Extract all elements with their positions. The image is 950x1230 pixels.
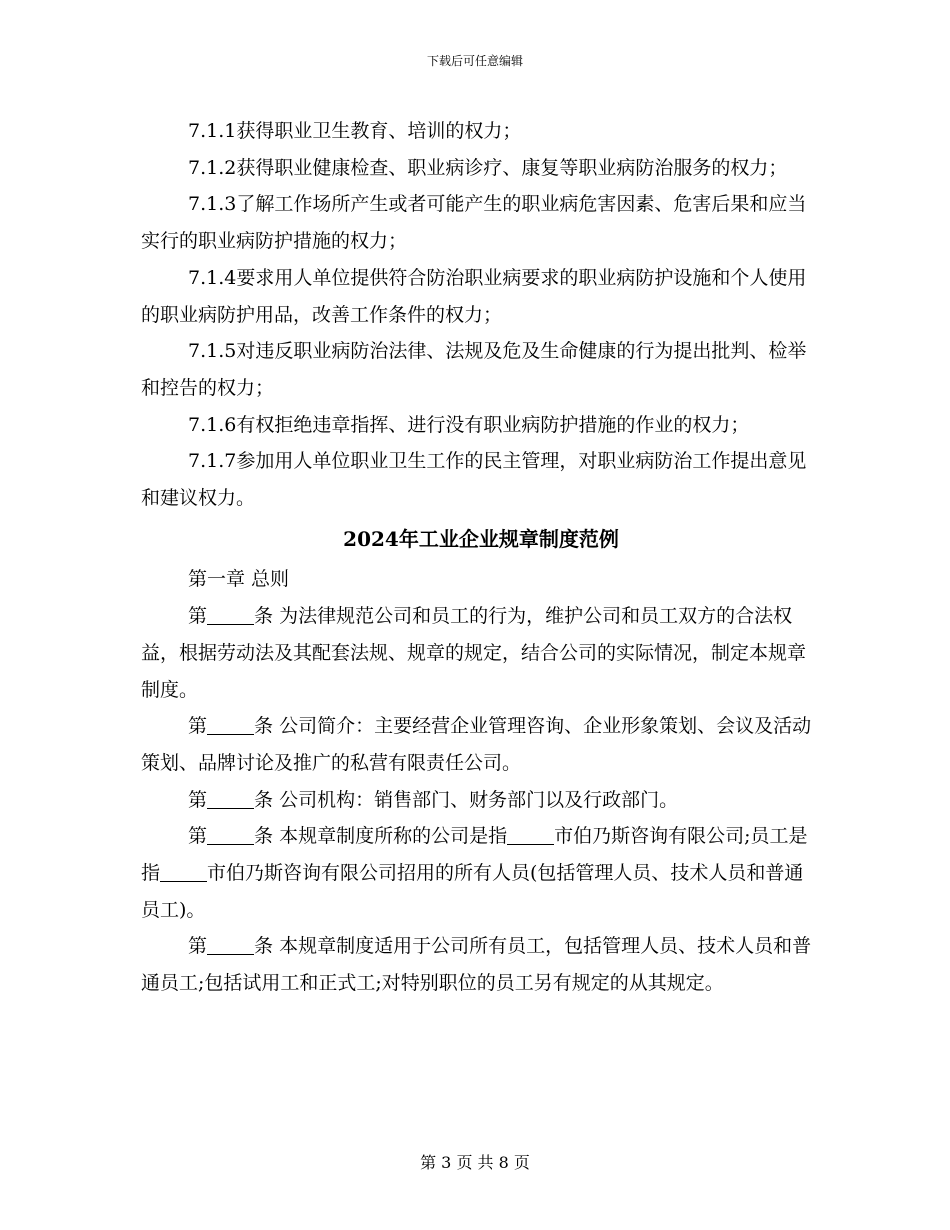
article-prefix: 第 bbox=[188, 605, 208, 628]
document-body bbox=[141, 113, 821, 1002]
article-3 bbox=[141, 782, 821, 819]
article-prefix: 第 bbox=[188, 935, 208, 958]
article-prefix: 第 bbox=[188, 715, 208, 738]
rights-item-3: 7.1.3了解工作场所产生或者可能产生的职业病危害因素、危害后果和应当实行的职业病防护措施的权力； bbox=[141, 193, 807, 253]
article-text: 公司机构：销售部门、财务部门以及行政部门。 bbox=[273, 788, 679, 811]
city-name-blank bbox=[160, 862, 207, 882]
article-text: 本规章制度适用于公司所有员工，包括管理人员、技术人员和普通员工;包括试用工和正式工;对特别职位的员工另有规定的从其规定。 bbox=[141, 935, 812, 995]
chapter-heading: 第一章 总则 bbox=[188, 568, 290, 591]
article-suffix: 条 bbox=[254, 605, 274, 628]
article-suffix: 条 bbox=[254, 825, 274, 848]
article-number-blank bbox=[207, 605, 254, 625]
article-text-part3: 市伯乃斯咨询有限公司招用的所有人员(包括管理人员、技术人员和普通员工)。 bbox=[141, 862, 804, 921]
document-title: 2024年工业企业规章制度范例 bbox=[343, 526, 619, 551]
rights-item-1: 7.1.1获得职业卫生教育、培训的权力； bbox=[188, 120, 522, 142]
article-4 bbox=[141, 818, 821, 928]
city-name-blank bbox=[507, 825, 554, 845]
article-prefix: 第 bbox=[188, 788, 208, 811]
article-text: 公司简介：主要经营企业管理咨询、企业形象策划、会议及活动策划、品牌讨论及推广的私营有限责任公司。 bbox=[141, 715, 812, 774]
article-number-blank bbox=[207, 935, 254, 955]
article-2 bbox=[141, 708, 821, 781]
rights-item-5: 7.1.5对违反职业病防治法律、法规及危及生命健康的行为提出批判、检举和控告的权力； bbox=[141, 340, 807, 399]
article-text: 为法律规范公司和员工的行为，维护公司和员工双方的合法权益，根据劳动法及其配套法规、规章的规定，结合公司的实际情况，制定本规章制度。 bbox=[141, 605, 807, 701]
article-1 bbox=[141, 598, 821, 708]
article-text-part2: 市伯乃斯咨询有限公司;员工是指 bbox=[141, 825, 808, 885]
page-header-note: 下载后可任意编辑 bbox=[426, 54, 523, 68]
page-number-footer: 第 3 页 共 8 页 bbox=[420, 1153, 530, 1172]
rights-item-2: 7.1.2获得职业健康检查、职业病诊疗、康复等职业病防治服务的权力； bbox=[188, 156, 788, 179]
article-prefix: 第 bbox=[188, 825, 208, 848]
article-5 bbox=[141, 928, 821, 1001]
article-suffix: 条 bbox=[254, 715, 274, 738]
rights-item-6: 7.1.6有权拒绝违章指挥、进行没有职业病防护措施的作业的权力； bbox=[188, 413, 750, 436]
article-suffix: 条 bbox=[254, 935, 274, 958]
article-number-blank bbox=[207, 789, 254, 809]
article-text-part1: 本规章制度所称的公司是指 bbox=[273, 825, 508, 848]
rights-item-7: 7.1.7参加用人单位职业卫生工作的民主管理，对职业病防治工作提出意见和建议权力。 bbox=[141, 450, 807, 510]
article-number-blank bbox=[207, 715, 254, 735]
article-suffix: 条 bbox=[254, 788, 274, 811]
article-number-blank bbox=[207, 825, 254, 845]
rights-item-4: 7.1.4要求用人单位提供符合防治职业病要求的职业病防护设施和个人使用的职业病防护用品，改善工作条件的权力； bbox=[141, 266, 807, 326]
